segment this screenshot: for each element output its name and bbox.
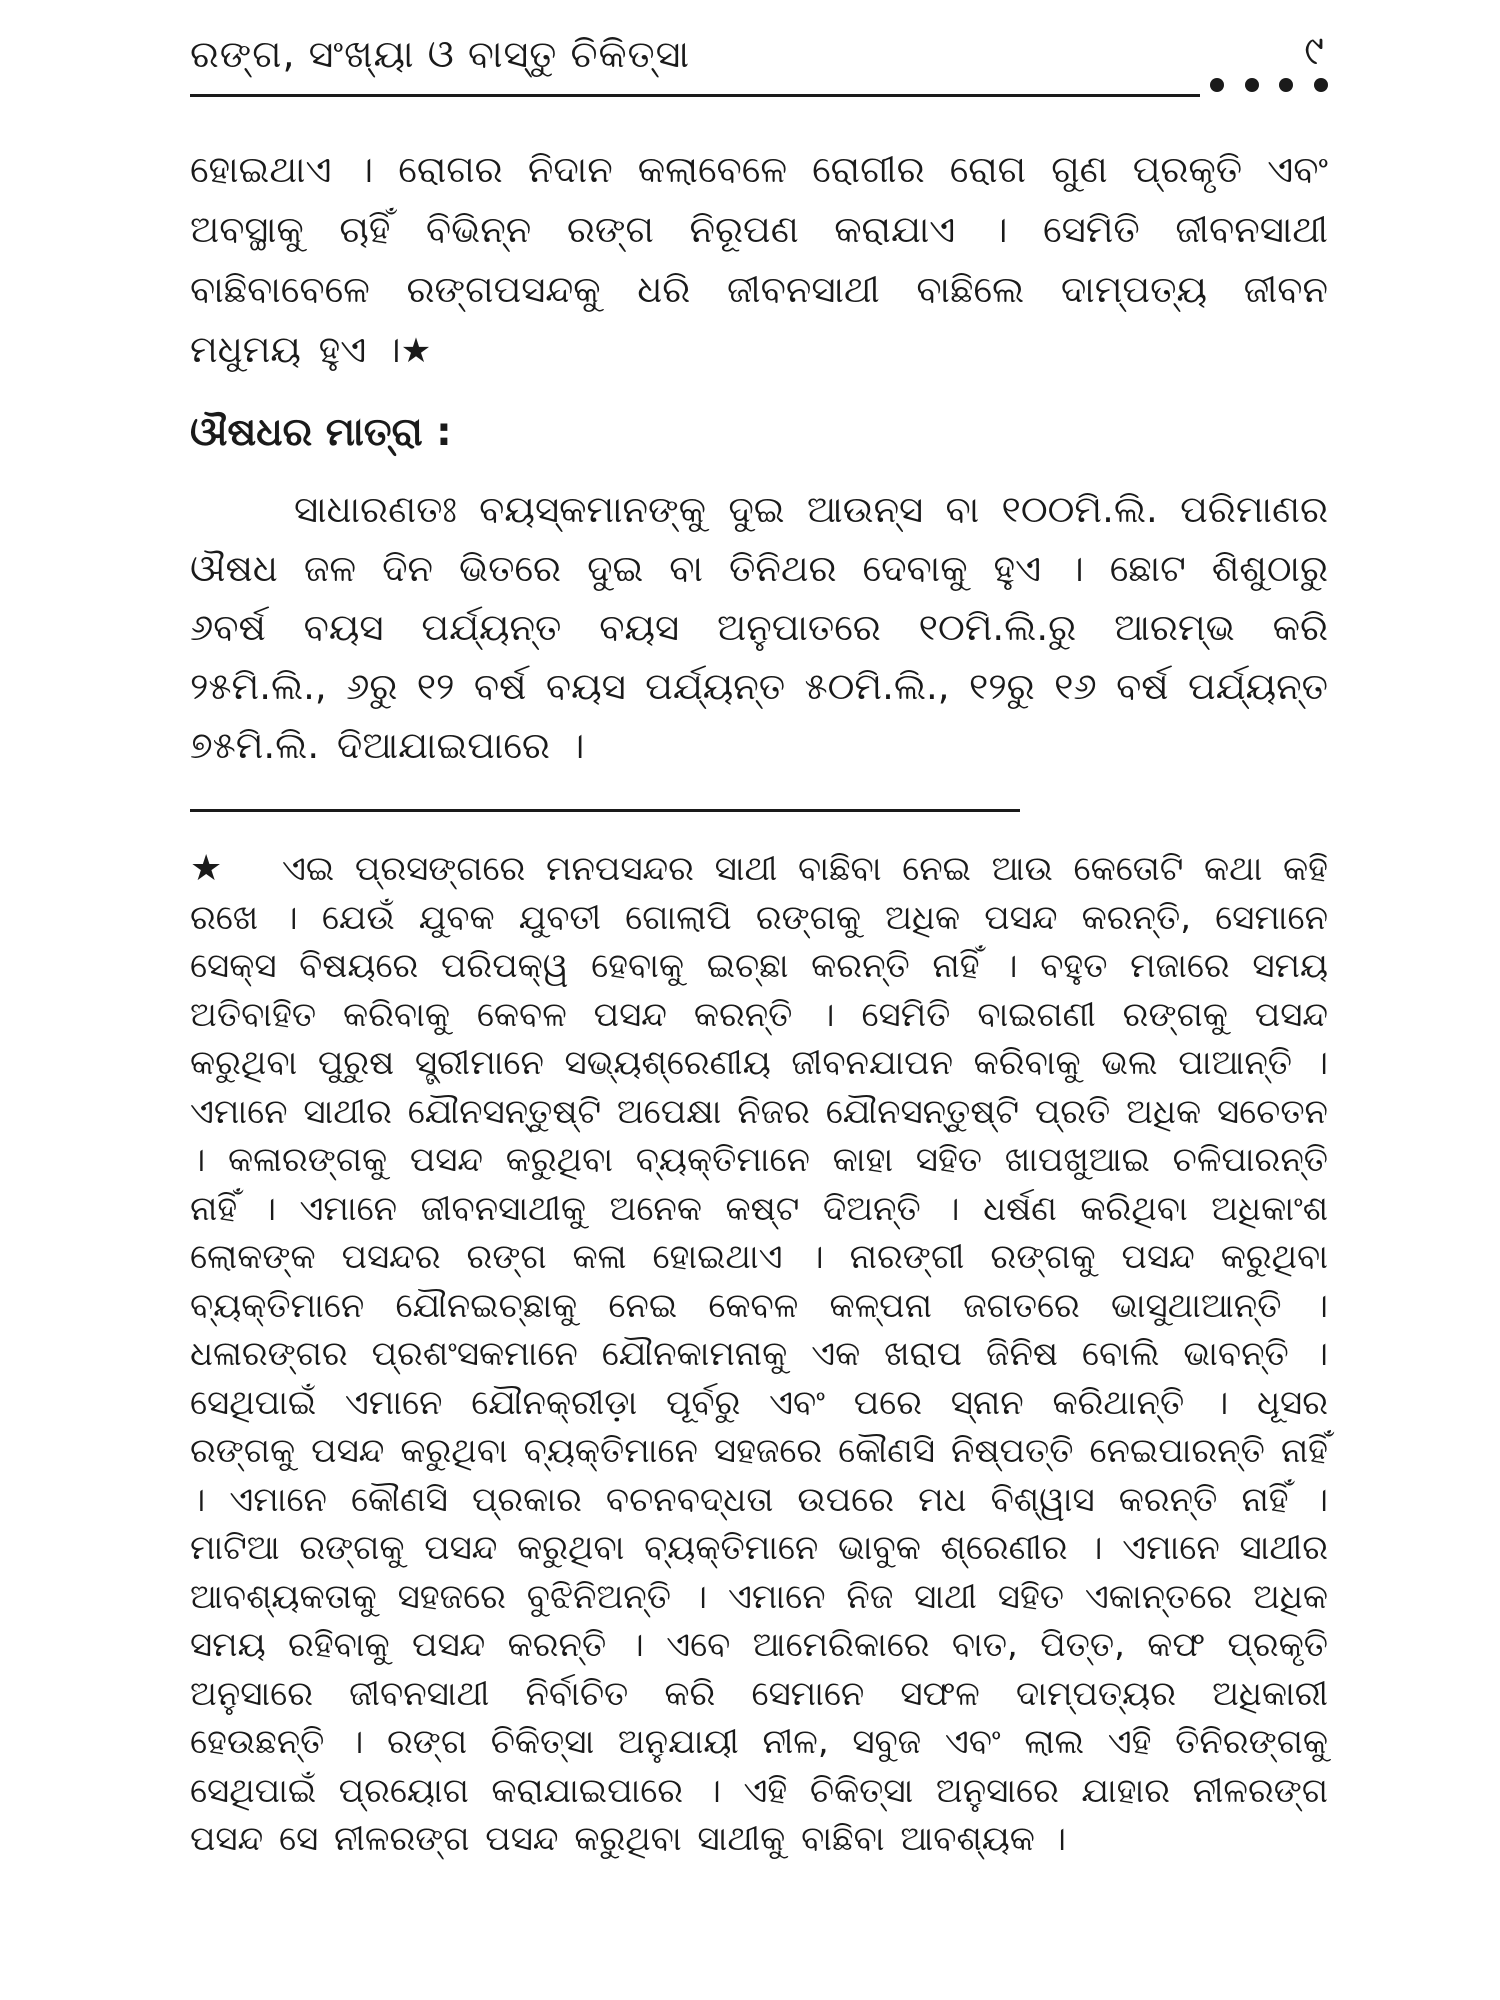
footnote-divider: [190, 809, 1020, 812]
footnote-text: ଏଇ ପ୍ରସଙ୍ଗରେ ମନପସନ୍ଦର ସାଥୀ ବାଛିବା ନେଇ ଆଉ କେତୋଟି କଥା କହି ରଖେ । ଯେଉଁ ଯୁବକ ଯୁବତୀ ଗୋଲାପି ରଙ୍ଗକୁ ଅଧିକ ପସନ୍ଦ କରନ୍ତି, ସେମାନେ ସେକ୍ସ ବିଷୟରେ ପରିପକ୍ୱ ହେବାକୁ ଇଚ୍ଛା କରନ୍ତି ନାହିଁ । ବହୁତ ମଜାରେ ସମୟ ଅତିବାହିତ କରିବାକୁ କେବଳ ପସନ୍ଦ କରନ୍ତି । ସେମିତି ବାଇଗଣୀ ରଙ୍ଗକୁ ପସନ୍ଦ କରୁଥିବା ପୁରୁଷ ସ୍ତ୍ରୀମାନେ ସଭ୍ୟଶ୍ରେଣୀୟ ଜୀବନଯାପନ କରିବାକୁ ଭଲ ପାଆନ୍ତି । ଏମାନେ ସାଥୀର ଯୌନସନ୍ତୁଷ୍ଟି ଅପେକ୍ଷା ନିଜର ଯୌନସନ୍ତୁଷ୍ଟି ପ୍ରତି ଅଧିକ ସଚେତନ । କଳାରଙ୍ଗକୁ ପସନ୍ଦ କରୁଥିବା ବ୍ୟକ୍ତିମାନେ କାହା ସହିତ ଖାପଖୁଆଇ ଚଳିପାରନ୍ତି ନାହିଁ । ଏମାନେ ଜୀବନସାଥୀକୁ ଅନେକ କଷ୍ଟ ଦିଅନ୍ତି । ଧର୍ଷଣ କରିଥିବା ଅଧିକାଂଶ ଲୋକଙ୍କ ପସନ୍ଦର ରଙ୍ଗ କଳା ହୋଇଥାଏ । ନାରଙ୍ଗୀ ରଙ୍ଗକୁ ପସନ୍ଦ କରୁଥିବା ବ୍ୟକ୍ତିମାନେ ଯୌନଇଚ୍ଛାକୁ ନେଇ କେବଳ କଳ୍ପନା ଜଗତରେ ଭାସୁଥାଆନ୍ତି । ଧଳାରଙ୍ଗର ପ୍ରଶଂସକମାନେ ଯୌନକାମନାକୁ ଏକ ଖରାପ ଜିନିଷ ବୋଲି ଭାବନ୍ତି । ସେଥିପାଇଁ ଏମାନେ ଯୌନକ୍ରୀଡ଼ା ପୂର୍ବରୁ ଏବଂ ପରେ ସ୍ନାନ କରିଥାନ୍ତି । ଧୂସର ରଙ୍ଗକୁ ପସନ୍ଦ କରୁଥିବା ବ୍ୟକ୍ତିମାନେ ସହଜରେ କୌଣସି ନିଷ୍ପତ୍ତି ନେଇପାରନ୍ତି ନାହିଁ । ଏମାନେ କୌଣସି ପ୍ରକାର ବଚନବଦ୍ଧତା ଉପରେ ମଧ ବିଶ୍ୱାସ କରନ୍ତି ନାହିଁ । ମାଟିଆ ରଙ୍ଗକୁ ପସନ୍ଦ କରୁଥିବା ବ୍ୟକ୍ତିମାନେ ଭାବୁକ ଶ୍ରେଣୀର । ଏମାନେ ସାଥୀର ଆବଶ୍ୟକତାକୁ ସହଜରେ ବୁଝିନିଅନ୍ତି । ଏମାନେ ନିଜ ସାଥୀ ସହିତ ଏକାନ୍ତରେ ଅଧିକ ସମୟ ରହିବାକୁ ପସନ୍ଦ କରନ୍ତି । ଏବେ ଆମେରିକାରେ ବାତ, ପିତ୍ତ, କଫ ପ୍ରକୃତି ଅନୁସାରେ ଜୀବନସାଥୀ ନିର୍ବାଚିତ କରି ସେମାନେ ସଫଳ ଦାମ୍ପତ୍ୟର ଅଧିକାରୀ ହେଉଛନ୍ତି । ରଙ୍ଗ ଚିକିତ୍ସା ଅନୁଯାୟୀ ନୀଳ, ସବୁଜ ଏବଂ ଲାଲ ଏହି ତିନିରଙ୍ଗକୁ ସେଥିପାଇଁ ପ୍ରୟୋଗ କରାଯାଇପାରେ । ଏହି ଚିକିତ୍ସା ଅନୁସାରେ ଯାହାର ନୀଳରଙ୍ଗ ପସନ୍ଦ ସେ ନୀଳରଙ୍ଗ ପସନ୍ଦ କରୁଥିବା ସାଥୀକୁ ବାଛିବା ଆବଶ୍ୟକ ।: [190, 849, 1328, 1859]
ornament-dot: [1279, 78, 1293, 92]
paragraph-text: ହୋଇଥାଏ । ରୋଗର ନିଦାନ କଲାବେଳେ ରୋଗୀର ରୋଗ ଗୁଣ ପ୍ରକୃତି ଏବଂ ଅବସ୍ଥାକୁ ଚାହିଁ ବିଭିନ୍ନ ରଙ୍ଗ ନିରୂପଣ କରାଯାଏ । ସେମିତି ଜୀବନସାଥୀ ବାଛିବାବେଳେ ରଙ୍ଗପସନ୍ଦକୁ ଧରି ଜୀବନସାଥୀ ବାଛିଲେ ଦାମ୍ପତ୍ୟ ଜୀବନ ମଧୁମୟ ହୁଏ ।: [190, 148, 1328, 371]
ornament-dot: [1210, 78, 1224, 92]
body-paragraph-2: ସାଧାରଣତଃ ବୟସ୍କମାନଙ୍କୁ ଦୁଇ ଆଉନ୍ସ ବା ୧୦୦ମି.ଲି. ପରିମାଣର ଔଷଧ ଜଳ ଦିନ ଭିତରେ ଦୁଇ ବା ତିନିଥର ଦେବାକୁ ହୁଏ । ଛୋଟ ଶିଶୁଠାରୁ ୬ବର୍ଷ ବୟସ ପର୍ଯ୍ୟନ୍ତ ବୟସ ଅନୁପାତରେ ୧୦ମି.ଲି.ରୁ ଆରମ୍ଭ କରି ୨୫ମି.ଲି., ୬ରୁ ୧୨ ବର୍ଷ ବୟସ ପର୍ଯ୍ୟନ୍ତ ୫୦ମି.ଲି., ୧୨ରୁ ୧୬ ବର୍ଷ ପର୍ଯ୍ୟନ୍ତ ୭୫ମି.ଲି. ଦିଆଯାଇପାରେ ।: [190, 488, 1328, 767]
ornament-dot: [1245, 78, 1259, 92]
footnote-star-icon: ★: [190, 848, 223, 889]
page-header: [190, 28, 1330, 98]
footnote: [190, 845, 1328, 1864]
footnote-reference-star-icon: ★: [400, 331, 432, 371]
running-title: ରଙ୍ଗ, ସଂଖ୍ୟା ଓ ବାସ୍ତୁ ଚିକିତ୍ସା: [190, 32, 691, 76]
header-rule: [190, 94, 1200, 97]
ornament-dot: [1314, 78, 1328, 92]
section-heading: ଔଷଧର ମାତ୍ରା :: [190, 410, 452, 455]
page-number: ୯: [1304, 28, 1324, 74]
header-dots-ornament: [1210, 78, 1328, 92]
body-paragraph-1: [190, 140, 1328, 381]
